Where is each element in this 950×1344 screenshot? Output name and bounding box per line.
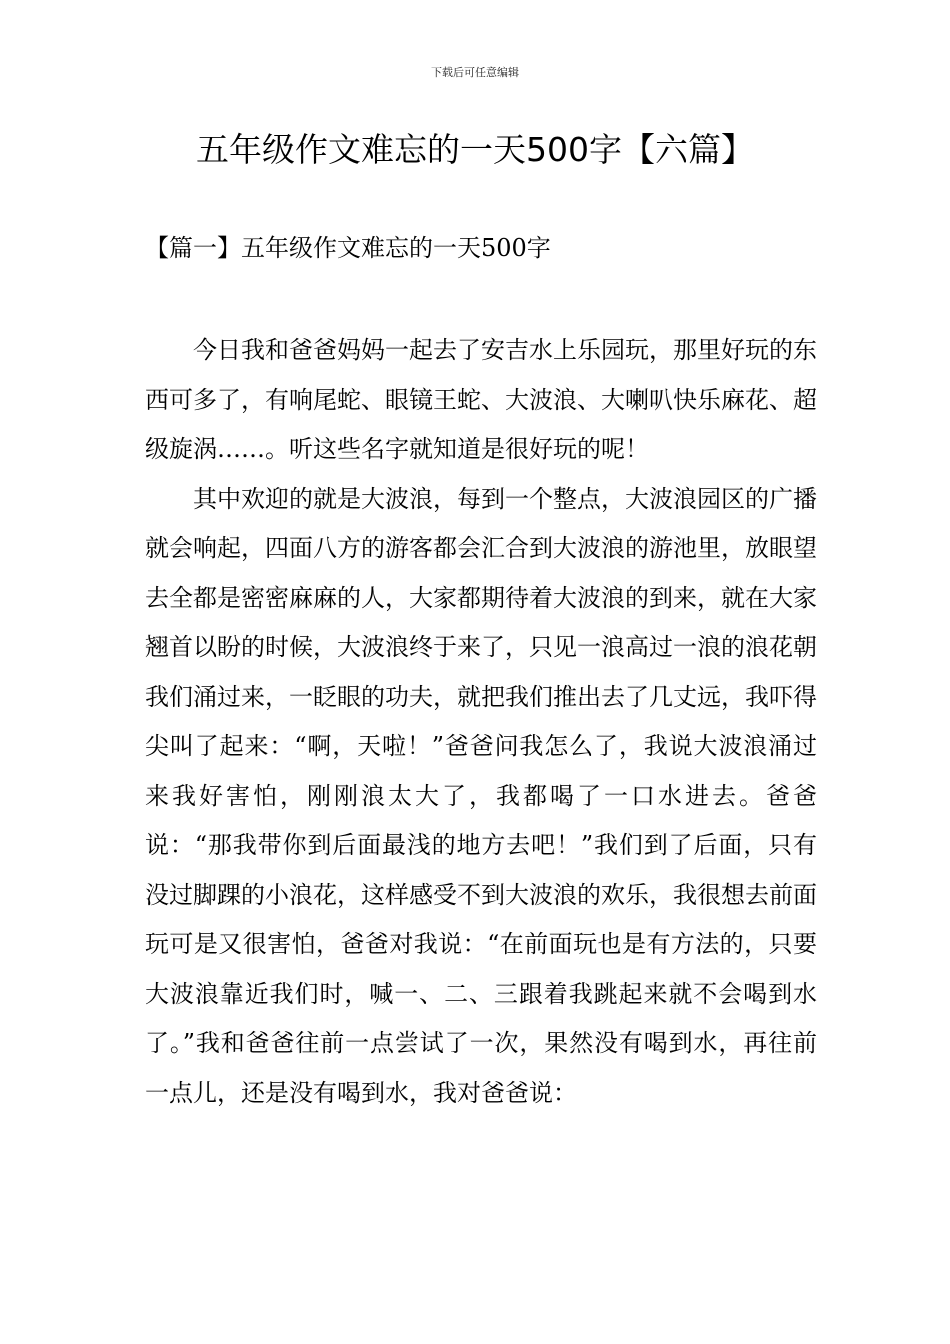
paragraph: 其中欢迎的就是大波浪，每到一个整点，大波浪园区的广播就会响起，四面八方的游客都会汇合到大波浪的游池里，放眼望去全都是密密麻麻的人，大家都期待着大波浪的到来，就在大家翘首以盼的时候，大波浪终于来了，只见一浪高过一浪的浪花朝我们涌过来，一眨眼的功夫，就把我们推出去了几丈远，我吓得尖叫了起来：“啊，天啦！”爸爸问我怎么了，我说大波浪涌过来我好害怕，刚刚浪太大了，我都喝了一口水进去。爸爸说：“那我带你到后面最浅的地方去吧！”我们到了后面，只有没过脚踝的小浪花，这样感受不到大波浪的欢乐，我很想去前面玩可是又很害怕，爸爸对我说：“在前面玩也是有方法的，只要大波浪靠近我们时，喊一、二、三跟着我跳起来就不会喝到水了。”我和爸爸往前一点尝试了一次，果然没有喝到水，再往前一点儿，还是没有喝到水，我对爸爸说： <box>145 484 817 1107</box>
section-heading: 【篇一】五年级作文难忘的一天500字 <box>145 234 551 262</box>
document-title: 五年级作文难忘的一天500字【六篇】 <box>196 130 754 169</box>
paragraph: 今日我和爸爸妈妈一起去了安吉水上乐园玩，那里好玩的东西可多了，有响尾蛇、眼镜王蛇、大波浪、大喇叭快乐麻花、超级旋涡……。听这些名字就知道是很好玩的呢！ <box>145 336 817 463</box>
header-note: 下载后可任意编辑 <box>431 66 519 79</box>
article-body <box>145 326 817 1118</box>
